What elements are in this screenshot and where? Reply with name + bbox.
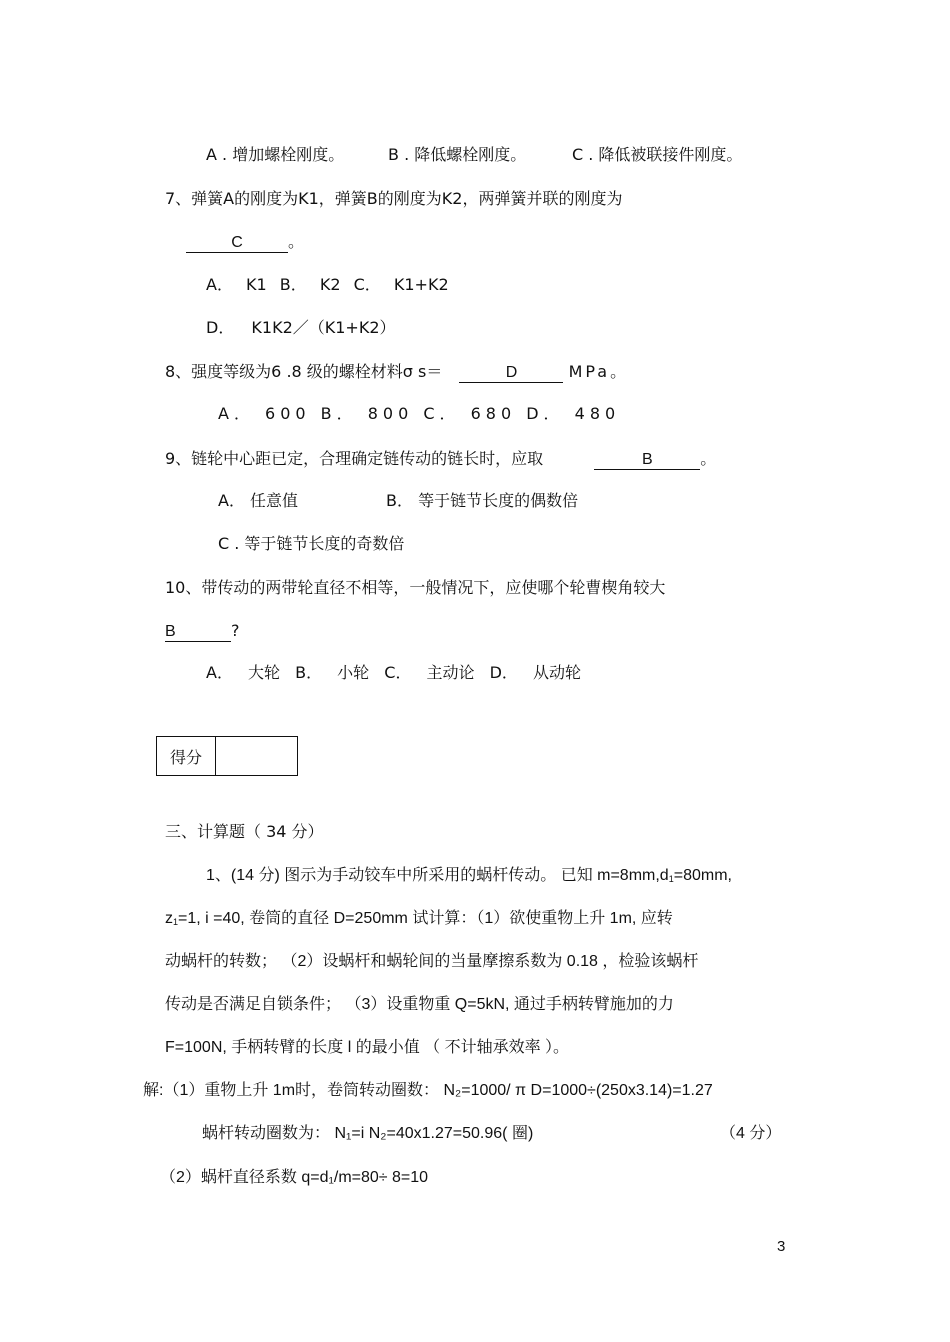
calc1-line1-sub: 1 bbox=[668, 874, 674, 884]
calc1-line2 bbox=[165, 908, 673, 933]
q8-answer: D bbox=[459, 364, 563, 383]
q7-answer-line bbox=[186, 231, 304, 253]
q10-answer: B bbox=[165, 623, 231, 642]
q9-option-a: A． 任意值 bbox=[218, 491, 299, 510]
q10-answer-line bbox=[165, 620, 240, 642]
q10-end: ? bbox=[231, 621, 240, 640]
section3-title: 三、计算题（ 34 分） bbox=[165, 822, 324, 841]
q6-option-a: A . 增加螺栓刚度。 bbox=[206, 145, 345, 164]
calc1-line1 bbox=[206, 865, 732, 890]
q9-option-c: C . 等于链节长度的奇数倍 bbox=[218, 534, 405, 553]
q7-stem: 7、弹簧A的刚度为K1，弹簧B的刚度为K2，两弹簧并联的刚度为 bbox=[165, 189, 623, 208]
q9-answer: B bbox=[594, 451, 700, 470]
q8-unit: MPa。 bbox=[568, 362, 630, 381]
q7-answer: C bbox=[186, 234, 288, 253]
q9-line bbox=[165, 448, 716, 470]
q7-options-1: A． K1 B． K2 C． K1+K2 bbox=[206, 275, 449, 294]
calc1-line2-sub: 1 bbox=[173, 917, 179, 927]
score-label: 得分 bbox=[157, 737, 216, 775]
page-number: 3 bbox=[777, 1238, 786, 1255]
calc1-line4: 传动是否满足自锁条件； （3）设重物重 Q=5kN, 通过手柄转臂施加的力 bbox=[165, 996, 674, 1013]
calc1-line2-text: =1, i =40, 卷筒的直径 D=250mm 试计算：（1）欲使重物上升 1m, 应转 bbox=[178, 910, 673, 927]
q7-end: 。 bbox=[288, 232, 305, 251]
calc1-line3: 动蜗杆的转数； （2）设蜗杆和蜗轮间的当量摩擦系数为 0.18 ，检验该蜗杆 bbox=[165, 953, 699, 970]
solution-line2: 蜗杆转动圈数为： N₁=i N₂=40x1.27=50.96( 圈) bbox=[202, 1125, 534, 1142]
q7-options-2: D． K1K2／（K1+K2） bbox=[206, 318, 396, 337]
solution-line2-score: （4 分） bbox=[720, 1125, 782, 1142]
q10-options: A． 大轮 B． 小轮 C． 主动论 D． 从动轮 bbox=[206, 663, 582, 682]
q10-stem: 10、带传动的两带轮直径不相等，一般情况下，应使哪个轮曹楔角较大 bbox=[165, 578, 666, 597]
calc1-line1-end: =80mm, bbox=[673, 867, 732, 884]
q9-end: 。 bbox=[700, 449, 717, 468]
q8-options: A． 600 B． 800 C． 680 D． 480 bbox=[218, 404, 621, 423]
q9-stem: 9、链轮中心距已定，合理确定链传动的链长时，应取 bbox=[165, 449, 544, 468]
q8-stem: 8、强度等级为6 .8 级的螺栓材料σ s＝ bbox=[165, 362, 443, 381]
solution-line3: （2）蜗杆直径系数 q=d₁/m=80÷ 8=10 bbox=[160, 1169, 429, 1186]
q6-option-b: B . 降低螺栓刚度。 bbox=[388, 145, 527, 164]
solution-line1: 解:（1）重物上升 1m时，卷筒转动圈数： N₂=1000/ π D=1000÷(250x3.14)=1.27 bbox=[143, 1082, 713, 1099]
calc1-line5: F=100N, 手柄转臂的长度 l 的最小值 （ 不计轴承效率 ）。 bbox=[165, 1039, 570, 1056]
q9-option-b: B． 等于链节长度的偶数倍 bbox=[386, 491, 579, 510]
q8-line bbox=[165, 361, 629, 383]
q6-option-c: C . 降低被联接件刚度。 bbox=[572, 145, 743, 164]
score-value bbox=[216, 737, 297, 775]
calc1-line2-start: z bbox=[165, 910, 173, 927]
score-box bbox=[156, 736, 298, 776]
calc1-line1-text: 1、(14 分) 图示为手动铰车中所采用的蜗杆传动。 已知 m=8mm,d bbox=[206, 867, 669, 884]
